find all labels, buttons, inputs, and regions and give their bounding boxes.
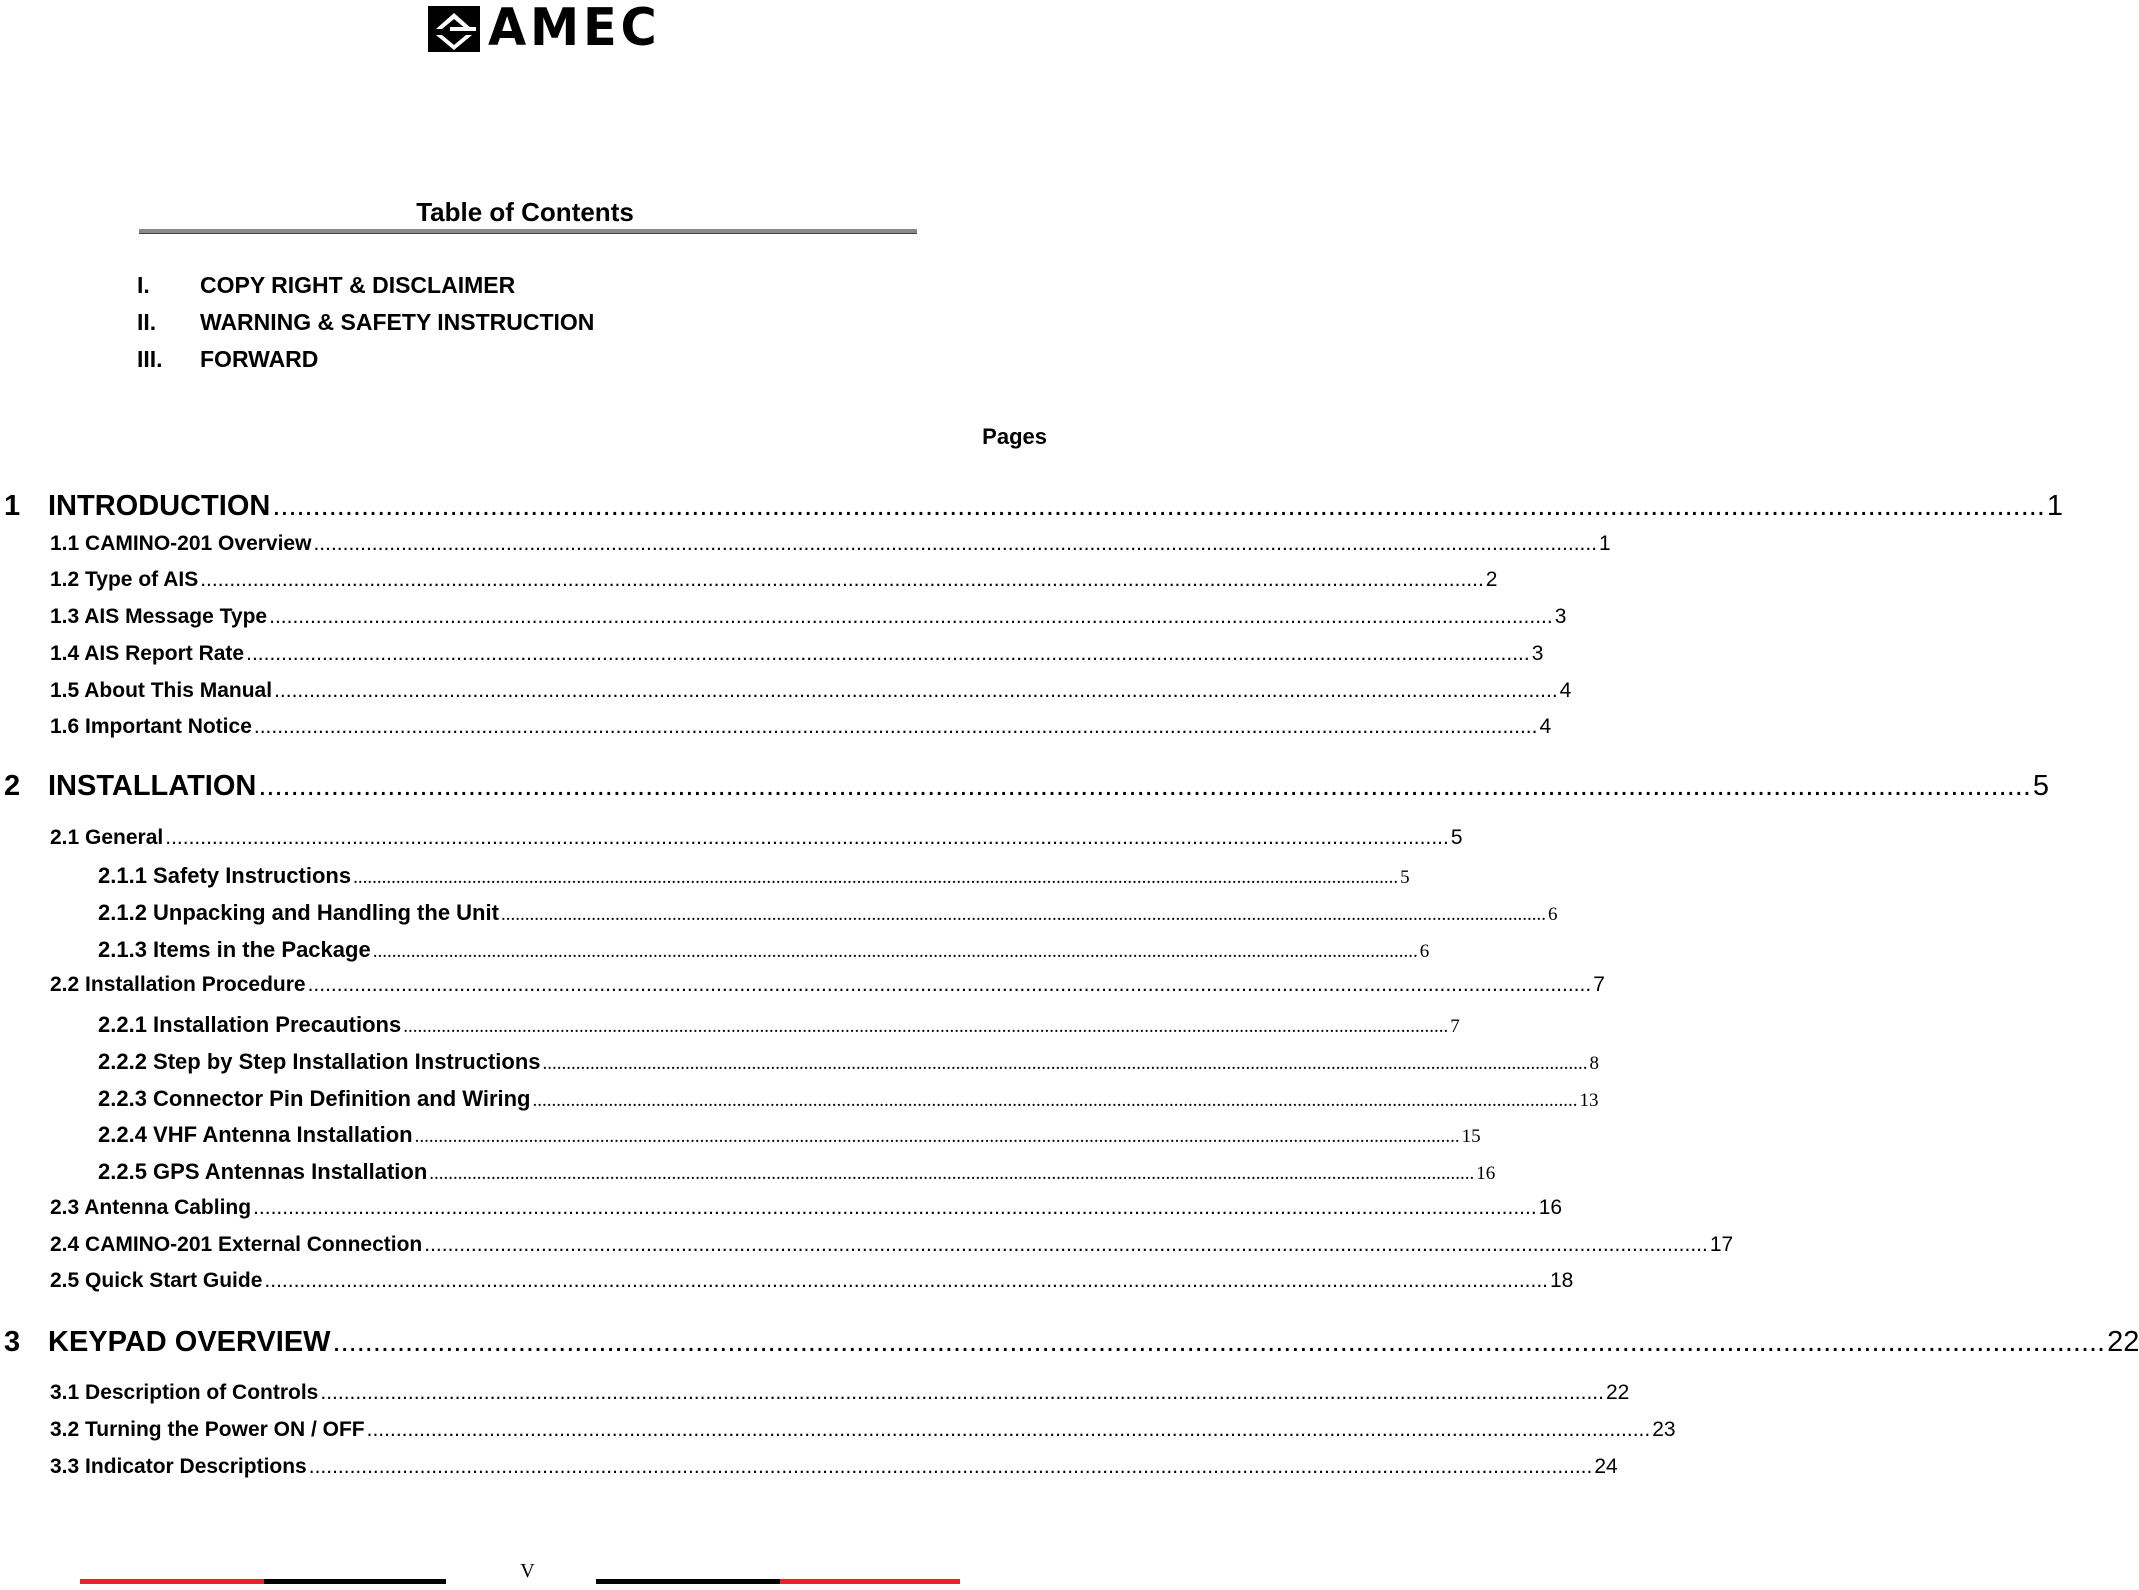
toc-subsection-entry[interactable] — [98, 1159, 1496, 1185]
front-matter-num: I. — [137, 272, 150, 298]
toc-entry-label: 1.1 CAMINO-201 Overview — [50, 532, 312, 555]
chapter-number: 2 — [4, 770, 21, 802]
toc-chapter-entry[interactable] — [4, 770, 2050, 803]
toc-subsection-entry[interactable] — [98, 937, 1430, 963]
front-matter-num: III. — [137, 346, 163, 372]
toc-entry-label: 3.3 Indicator Descriptions — [50, 1455, 307, 1478]
toc-page-number: 1 — [1599, 532, 1611, 555]
toc-entry-label: 3.1 Description of Controls — [50, 1381, 319, 1404]
toc-page-number: 22 — [1605, 1381, 1630, 1404]
toc-entry-label: 2.5 Quick Start Guide — [50, 1269, 263, 1292]
toc-entry-label: 2.2.1 Installation Precautions — [98, 1012, 402, 1037]
toc-entry-label: 1.5 About This Manual — [50, 679, 273, 702]
toc-page-number: 5 — [1400, 867, 1410, 888]
toc-entry-label: 2.2 Installation Procedure — [50, 973, 306, 996]
toc-subsection-entry[interactable] — [98, 1049, 1600, 1075]
toc-entry-label: 2.2.4 VHF Antenna Installation — [98, 1122, 413, 1147]
leader-dots: ............................................................................................................................................................................................................................ — [274, 679, 1558, 702]
front-matter-item — [137, 309, 594, 336]
brand-logo — [428, 0, 661, 58]
toc-page-number: 7 — [1450, 1016, 1460, 1037]
leader-dots: ............................................................................................................................................................................................................................ — [165, 826, 1449, 849]
leader-dots: ............................................................................................................................................................................................................................ — [424, 1233, 1708, 1256]
toc-entry-label: 2.1.1 Safety Instructions — [98, 863, 352, 888]
toc-subsection-entry[interactable] — [98, 1012, 1460, 1038]
leader-dots: ............................................................................................................................................................................................................................ — [258, 770, 2031, 802]
toc-entry-label: 2.1.2 Unpacking and Handling the Unit — [98, 900, 499, 925]
footer-bar-black-right — [596, 1579, 780, 1584]
toc-entry-label: 2.2.2 Step by Step Installation Instructions — [98, 1049, 541, 1074]
toc-section-entry[interactable] — [50, 532, 1611, 556]
toc-page-number: 16 — [1476, 1163, 1496, 1184]
leader-dots: ............................................................................................................................................................................................................................ — [272, 490, 2045, 522]
leader-dots: ............................................................................................................................................................................................................................ — [366, 1418, 1651, 1441]
front-matter-num: II. — [137, 309, 157, 335]
leader-dots: ............................................................................................................................................................................................................................ — [372, 941, 1418, 962]
footer-page-number: V — [520, 1560, 535, 1582]
toc-subsection-entry[interactable] — [98, 1086, 1599, 1112]
amec-logo-icon — [428, 6, 484, 54]
leader-dots: ............................................................................................................................................................................................................................ — [307, 973, 1592, 996]
toc-page-number: 13 — [1579, 1090, 1599, 1111]
toc-subsection-entry[interactable] — [98, 863, 1410, 889]
toc-page-number: 3 — [1531, 642, 1544, 665]
toc-section-entry[interactable] — [50, 1381, 1630, 1405]
footer-bar-black-left — [264, 1579, 446, 1584]
toc-entry-label: INTRODUCTION — [48, 490, 271, 522]
front-matter-item — [137, 272, 515, 299]
toc-entry-label: 2.3 Antenna Cabling — [50, 1196, 252, 1219]
leader-dots: ............................................................................................................................................................................................................................ — [308, 1455, 1593, 1478]
leader-dots: ............................................................................................................................................................................................................................ — [246, 642, 1530, 665]
leader-dots: ............................................................................................................................................................................................................................ — [200, 568, 1484, 591]
leader-dots: ............................................................................................................................................................................................................................ — [320, 1381, 1604, 1404]
toc-chapter-entry[interactable] — [4, 1326, 2139, 1359]
front-matter-label: WARNING & SAFETY INSTRUCTION — [200, 309, 595, 335]
front-matter-item — [137, 346, 318, 373]
toc-page-number: 18 — [1550, 1269, 1574, 1292]
toc-chapter-entry[interactable] — [4, 490, 2064, 523]
leader-dots: ............................................................................................................................................................................................................................ — [269, 605, 1553, 628]
toc-section-entry[interactable] — [50, 679, 1572, 703]
title-underline — [139, 229, 917, 234]
toc-page-number: 16 — [1538, 1196, 1563, 1219]
chapter-number: 3 — [4, 1326, 21, 1358]
toc-entry-label: INSTALLATION — [48, 770, 257, 802]
footer-bar-red-right — [780, 1579, 960, 1584]
toc-entry-label: 2.1.3 Items in the Package — [98, 937, 371, 962]
toc-section-entry[interactable] — [50, 1196, 1563, 1220]
leader-dots: ............................................................................................................................................................................................................................ — [500, 904, 1546, 925]
toc-section-entry[interactable] — [50, 715, 1552, 739]
toc-page-number: 4 — [1559, 679, 1572, 702]
toc-entry-label: 1.3 AIS Message Type — [50, 605, 268, 628]
toc-page-number: 3 — [1554, 605, 1567, 628]
leader-dots: ............................................................................................................................................................................................................................ — [313, 532, 1598, 555]
toc-entry-label: 2.2.5 GPS Antennas Installation — [98, 1159, 428, 1184]
front-matter-label: COPY RIGHT & DISCLAIMER — [200, 272, 516, 298]
toc-page-number: 22 — [2107, 1326, 2139, 1358]
page-title: Table of Contents — [416, 197, 634, 227]
toc-page-number: 8 — [1589, 1053, 1600, 1074]
toc-page-number: 6 — [1419, 941, 1430, 962]
toc-section-entry[interactable] — [50, 1455, 1618, 1479]
toc-page-number: 7 — [1593, 973, 1605, 996]
toc-page-number: 23 — [1652, 1418, 1676, 1441]
toc-section-entry[interactable] — [50, 973, 1605, 997]
leader-dots: ............................................................................................................................................................................................................................ — [253, 1196, 1537, 1219]
chapter-number: 1 — [4, 490, 21, 522]
leader-dots: ............................................................................................................................................................................................................................ — [414, 1126, 1460, 1147]
leader-dots: ............................................................................................................................................................................................................................ — [253, 715, 1538, 738]
toc-page-number: 24 — [1594, 1455, 1618, 1478]
toc-subsection-entry[interactable] — [98, 1122, 1481, 1148]
toc-page-number: 1 — [2046, 490, 2064, 522]
toc-page-number: 4 — [1539, 715, 1552, 738]
toc-page-number: 5 — [1450, 826, 1463, 849]
toc-entry-label: 2.4 CAMINO-201 External Connection — [50, 1233, 423, 1256]
front-matter-label: FORWARD — [200, 346, 319, 372]
toc-subsection-entry[interactable] — [98, 900, 1558, 926]
leader-dots: ............................................................................................................................................................................................................................ — [353, 867, 1399, 888]
toc-section-entry[interactable] — [50, 826, 1463, 850]
toc-section-entry[interactable] — [50, 642, 1544, 666]
toc-page-number: 15 — [1461, 1126, 1481, 1147]
toc-entry-label: 1.4 AIS Report Rate — [50, 642, 245, 665]
toc-entry-label: 2.2.3 Connector Pin Definition and Wiring — [98, 1086, 531, 1111]
toc-section-entry[interactable] — [50, 1269, 1574, 1293]
toc-page-number: 6 — [1547, 904, 1558, 925]
toc-entry-label: 3.2 Turning the Power ON / OFF — [50, 1418, 365, 1441]
toc-entry-label: 1.2 Type of AIS — [50, 568, 199, 591]
toc-section-entry[interactable] — [50, 605, 1567, 629]
leader-dots: ............................................................................................................................................................................................................................ — [542, 1053, 1588, 1074]
toc-page-number: 17 — [1709, 1233, 1734, 1256]
leader-dots: ............................................................................................................................................................................................................................ — [332, 1326, 2106, 1358]
leader-dots: ............................................................................................................................................................................................................................ — [532, 1090, 1578, 1111]
toc-entry-label: 2.1 General — [50, 826, 164, 849]
toc-section-entry[interactable] — [50, 1418, 1676, 1442]
toc-page-number: 5 — [2032, 770, 2050, 802]
leader-dots: ............................................................................................................................................................................................................................ — [403, 1016, 1449, 1037]
pages-column-label: Pages — [982, 424, 1047, 449]
toc-entry-label: KEYPAD OVERVIEW — [48, 1326, 331, 1358]
toc-section-entry[interactable] — [50, 568, 1498, 592]
toc-entry-label: 1.6 Important Notice — [50, 715, 252, 738]
toc-section-entry[interactable] — [50, 1233, 1734, 1257]
footer-bar-red-left — [80, 1579, 264, 1584]
brand-name: AMEC — [488, 0, 661, 58]
leader-dots: ............................................................................................................................................................................................................................ — [264, 1269, 1548, 1292]
leader-dots: ............................................................................................................................................................................................................................ — [429, 1163, 1475, 1184]
toc-page-number: 2 — [1485, 568, 1498, 591]
